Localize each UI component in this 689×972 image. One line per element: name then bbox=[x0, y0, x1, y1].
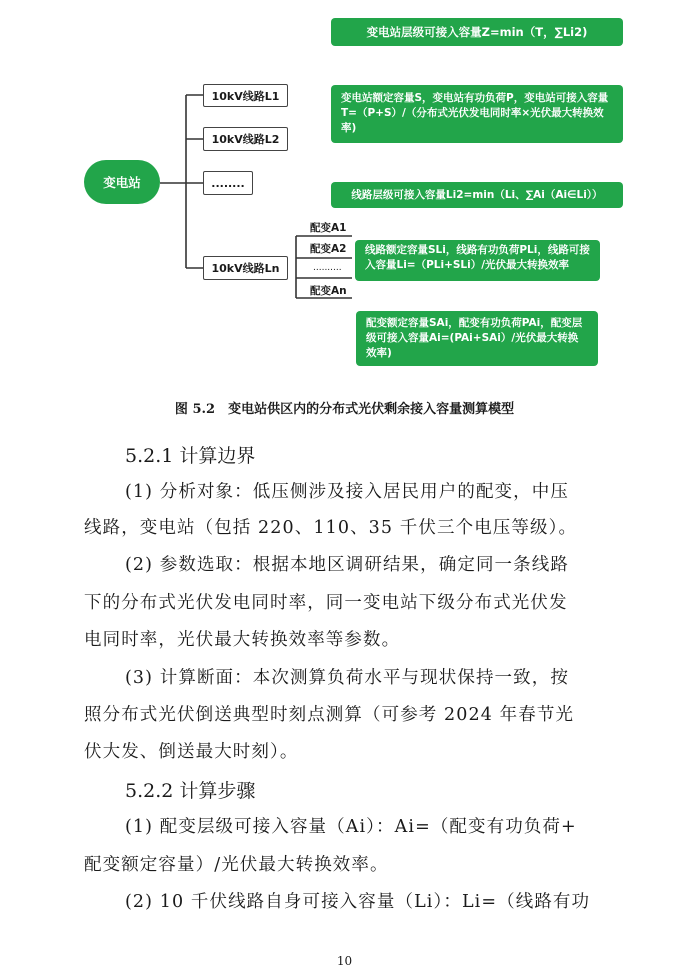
capacity-model-diagram bbox=[0, 0, 689, 380]
paragraph-line: (1) 配变层级可接入容量（Ai）：Ai=（配变有功负荷+ bbox=[125, 817, 577, 837]
section-heading-calc-boundary: 5.2.1 计算边界 bbox=[125, 445, 256, 467]
paragraph-line: (2) 10 千伏线路自身可接入容量（Li）：Li=（线路有功 bbox=[125, 892, 591, 912]
substation-node: 变电站 bbox=[84, 160, 160, 204]
transformer-a2: 配变A2 bbox=[310, 243, 347, 255]
paragraph-line: 配变额定容量）/光伏最大转换效率。 bbox=[84, 855, 389, 875]
transformer-ellipsis: .......... bbox=[313, 263, 342, 273]
line-node-ellipsis: ........ bbox=[203, 171, 253, 195]
figure-caption: 图 5.2 变电站供区内的分布式光伏剩余接入容量测算模型 bbox=[174, 402, 515, 417]
station-formula-note: 变电站额定容量S，变电站有功负荷P，变电站可接入容量T=（P+S）/（分布式光伏发电同时率×光伏最大转换效率) bbox=[331, 85, 623, 143]
transformer-a1: 配变A1 bbox=[310, 222, 347, 234]
paragraph-line: 照分布式光伏倒送典型时刻点测算（可参考 2024 年春节光 bbox=[84, 705, 575, 725]
line-formula-note: 线路额定容量SLi，线路有功负荷PLi，线路可接入容量Li=（PLi+SLi）/光伏最大转换效率 bbox=[355, 240, 600, 281]
line-node-l2: 10kV线路L2 bbox=[203, 127, 288, 151]
section-heading-calc-steps: 5.2.2 计算步骤 bbox=[125, 780, 256, 802]
line-node-l1: 10kV线路L1 bbox=[203, 84, 288, 107]
line-capacity-note: 线路层级可接入容量Li2=min（Li、∑Ai（Ai∈Li）） bbox=[331, 182, 623, 208]
station-capacity-note: 变电站层级可接入容量Z=min（T，∑Li2) bbox=[331, 18, 623, 46]
paragraph-line: (2) 参数选取：根据本地区调研结果，确定同一条线路 bbox=[125, 555, 569, 575]
paragraph-line: (3) 计算断面：本次测算负荷水平与现状保持一致，按 bbox=[125, 668, 569, 688]
paragraph-line: 下的分布式光伏发电同时率，同一变电站下级分布式光伏发 bbox=[84, 593, 568, 613]
line-node-ln: 10kV线路Ln bbox=[203, 256, 288, 280]
transformer-formula-note: 配变额定容量SAi，配变有功负荷PAi，配变层级可接入容量Ai=(PAi+SAi）/光伏最大转换效率) bbox=[356, 311, 598, 366]
paragraph-line: 电同时率，光伏最大转换效率等参数。 bbox=[84, 630, 401, 650]
transformer-an: 配变An bbox=[310, 285, 347, 297]
paragraph-line: 伏大发、倒送最大时刻）。 bbox=[84, 742, 299, 762]
paragraph-line: 线路，变电站（包括 220、110、35 千伏三个电压等级）。 bbox=[84, 518, 578, 538]
page-number: 10 bbox=[336, 954, 353, 968]
paragraph-line: (1) 分析对象：低压侧涉及接入居民用户的配变，中压 bbox=[125, 482, 569, 502]
